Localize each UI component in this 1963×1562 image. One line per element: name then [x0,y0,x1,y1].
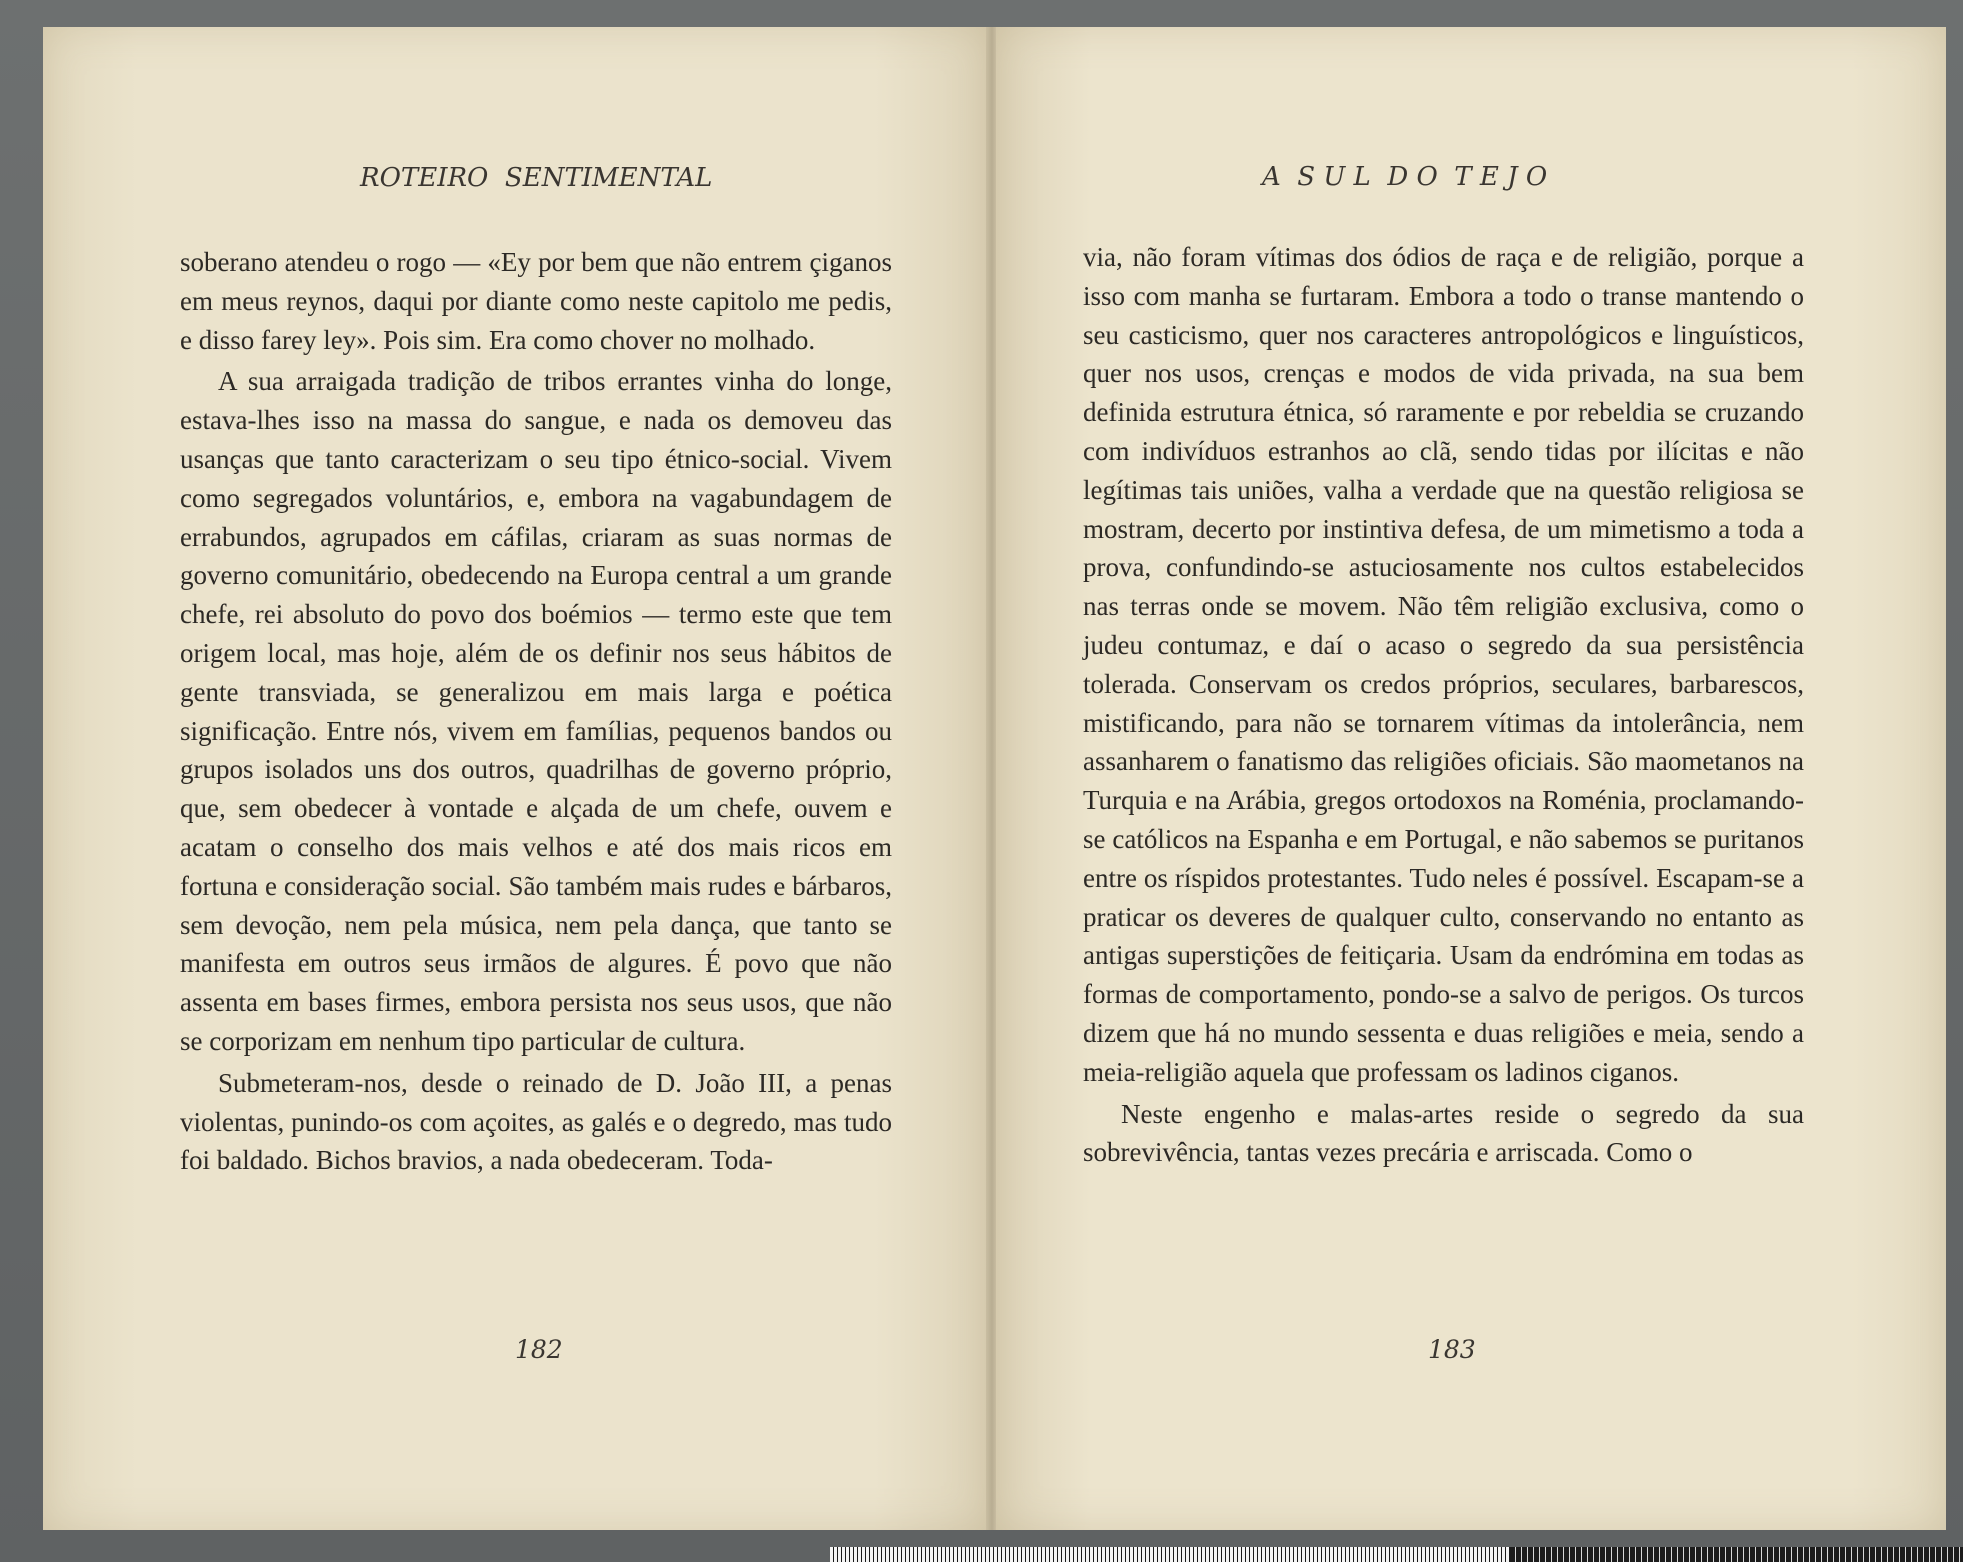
left-paragraph-1: soberano atendeu o rogo — «Ey por bem que não entrem çiganos em meus reynos, daqui por diante como neste capitolo me pedis, e disso farey ley». Pois sim. Era como chover no molhado. [180,247,892,355]
right-paragraph-2: Neste engenho e malas-artes reside o segredo da sua sobrevivência, tantas vezes precária e arriscada. Como o [1083,1098,1804,1168]
right-page-body [1083,238,1804,1172]
right-paragraph-1: via, não foram vítimas dos ódios de raça e de religião, porque a isso com manha se furtaram. Embora a todo o transe mantendo o seu casticismo, quer nos caracteres antropológicos e linguísticos, quer nos usos, crenças e modos de vida privada, na sua bem definida estrutura étnica, só raramente e por rebeldia se cruzando com indivíduos estranhos ao clã, sendo tidas por ilícitas e não legítimas tais uniões, valha a verdade que na questão religiosa se mostram, decerto por instintiva defesa, de um mimetismo a toda a prova, confundindo-se astuciosamente nos cultos estabelecidos nas terras onde se movem. Não têm religião exclusiva, como o judeu contumaz, e daí o acaso o segredo da sua persistência tolerada. Conservam os credos próprios, seculares, barbarescos, mistificando, para não se tornarem vítimas da intolerância, nem assanharem o fanatismo das religiões oficiais. São maometanos na Turquia e na Arábia, gregos ortodoxos na Roménia, proclamando-se católicos na Espanha e em Portugal, e não sabemos se puritanos entre os ríspidos protestantes. Tudo neles é possível. Escapam-se a praticar os deveres de qualquer culto, conservando no entanto as antigas superstições de feitiçaria. Usam da endrómina em todas as formas de comportamento, pondo-se a salvo de perigos. Os turcos dizem que há no mundo sessenta e duas religiões e meia, sendo a meia-religião aquela que professam os ladinos ciganos. [1083,242,1804,1087]
left-paragraph-2: A sua arraigada tradição de tribos errantes vinha do longe, estava-lhes isso na massa do sangue, e nada os demoveu das usanças que tanto caracterizam o seu tipo étnico-social. Vivem como segregados voluntários, e, embora na vagabundagem de errabundos, agrupados em cáfilas, criaram as suas normas de governo comunitário, obedecendo na Europa central a um grande chefe, rei absoluto do povo dos boémios — termo este que tem origem local, mas hoje, além de os definir nos seus hábitos de gente transviada, se generalizou em mais larga e poética significação. Entre nós, vivem em famílias, pequenos bandos ou grupos isolados uns dos outros, quadrilhas de governo próprio, que, sem obedecer à vontade e alçada de um chefe, ouvem e acatam o conselho dos mais velhos e até dos mais ricos em fortuna e consideração social. São também mais rudes e bárbaros, sem devoção, nem pela música, nem pela dança, que tanto se manifesta em outros seus irmãos de algures. É povo que não assenta em bases firmes, embora persista nos seus usos, que não se corporizam em nenhum tipo particular de cultura. [180,366,892,1056]
right-running-head: A S U L D O T E J O [1262,162,1548,192]
left-page-number: 182 [515,1335,563,1364]
left-page-body [180,243,892,1180]
left-paragraph-3: Submeteram-nos, desde o reinado de D. João III, a penas violentas, punindo-os com açoites, as galés e o degredo, mas tudo foi baldado. Bichos bravios, a nada obedeceram. Toda- [180,1067,892,1176]
scan-scale-ruler-dark-segment [1510,1547,1963,1562]
left-running-head: ROTEIRO SENTIMENTAL [360,163,713,193]
right-page-number: 183 [1428,1335,1476,1364]
